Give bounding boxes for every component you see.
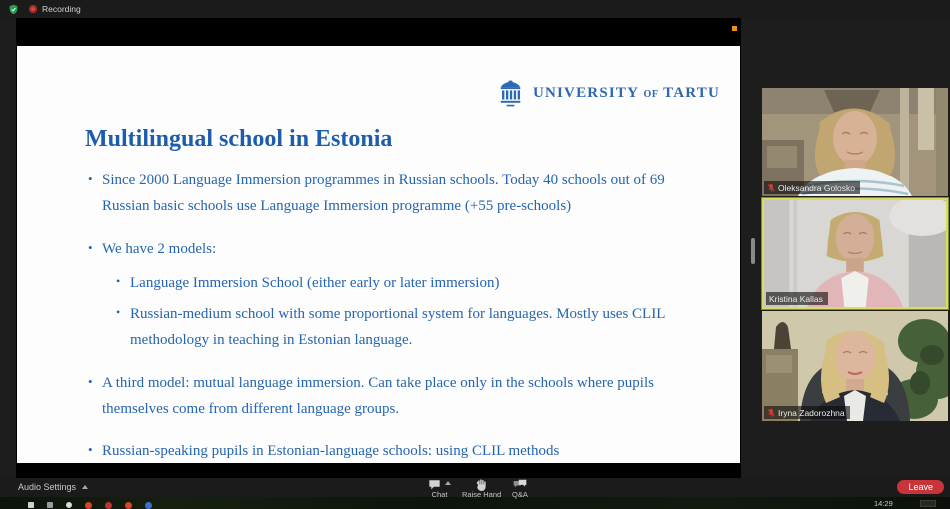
meeting-topbar [0, 0, 950, 18]
slide-title: Multilingual school in Estonia [85, 126, 393, 152]
participant-3-video-frame [762, 311, 948, 421]
taskbar-app-icon[interactable] [28, 502, 34, 508]
bullet-subitem: • Russian-medium school with some proportional system for languages. Mostly uses CLIL methodology in teaching in Estonian language. [116, 302, 688, 354]
raise-hand-button[interactable] [462, 479, 501, 499]
participant-1-video-frame [762, 88, 948, 196]
recording-dot-icon [29, 5, 37, 13]
presenter-cursor-dot [732, 26, 737, 31]
university-of-tartu-logo [497, 78, 720, 108]
participant-video-3[interactable] [762, 311, 948, 421]
recording-label: Recording [42, 4, 81, 14]
mic-muted-icon [767, 408, 775, 418]
leave-button[interactable]: Leave [897, 480, 944, 494]
participant-nametag [766, 292, 828, 305]
participant-2-video-frame [764, 200, 946, 307]
chat-bubble-icon [428, 479, 441, 490]
logo-text: UNIVERSITY OF TARTU [532, 84, 720, 101]
taskbar-app-icon[interactable] [85, 502, 92, 509]
participant-nametag [764, 406, 850, 419]
bullet-item: • Since 2000 Language Immersion programmes in Russian schools. Today 40 schools out of 69 Russian basic schools use Language Immersion programme (+55 pre-schools) [88, 168, 688, 220]
video-panel-scrollbar[interactable] [751, 238, 755, 264]
slide-bullet-list [88, 168, 688, 465]
audio-settings-button[interactable] [18, 482, 88, 492]
bullet-subitem: • Language Immersion School (either early or later immersion) [116, 271, 688, 297]
participant-nametag [764, 181, 860, 194]
bullet-item: • We have 2 models: [88, 237, 688, 263]
chevron-up-icon[interactable] [82, 485, 88, 489]
chevron-up-icon[interactable] [445, 481, 451, 485]
recording-indicator[interactable] [29, 4, 81, 14]
taskbar-app-icon[interactable] [145, 502, 152, 509]
taskbar-app-icon[interactable] [66, 502, 72, 508]
encryption-shield-icon[interactable] [8, 4, 19, 15]
participant-video-2-active-speaker[interactable] [762, 198, 948, 309]
qa-bubbles-icon [513, 479, 527, 490]
audio-settings-label: Audio Settings [18, 482, 77, 492]
mic-muted-icon [767, 183, 775, 193]
system-tray-box[interactable] [920, 500, 936, 507]
bullet-item: • A third model: mutual language immersion. Can take place only in the schools where pupils themselves come from different language groups. [88, 371, 688, 423]
taskbar-app-icon[interactable] [47, 502, 53, 508]
meeting-toolbar [0, 478, 950, 497]
screen-share-area [16, 18, 741, 478]
taskbar-app-icon[interactable] [105, 502, 112, 509]
participant-video-1[interactable] [762, 88, 948, 196]
tartu-building-icon [497, 78, 524, 108]
chat-label: Chat [431, 490, 448, 499]
qa-label: Q&A [512, 490, 528, 499]
taskbar-app-icon[interactable] [125, 502, 132, 509]
presentation-slide [17, 46, 740, 463]
raise-hand-label: Raise Hand [462, 490, 502, 499]
taskbar-app-icons [28, 502, 152, 509]
bullet-item: • Russian-speaking pupils in Estonian-language schools: using CLIL methods [88, 439, 688, 465]
participant-name: Kristina Kallas [769, 293, 823, 304]
system-clock[interactable]: 14:29 [874, 499, 893, 508]
chat-button[interactable] [428, 479, 451, 499]
participant-name: Iryna Zadorozhna [778, 407, 845, 418]
participant-name: Oleksandra Golosko [778, 182, 856, 193]
qa-button[interactable] [512, 479, 528, 499]
